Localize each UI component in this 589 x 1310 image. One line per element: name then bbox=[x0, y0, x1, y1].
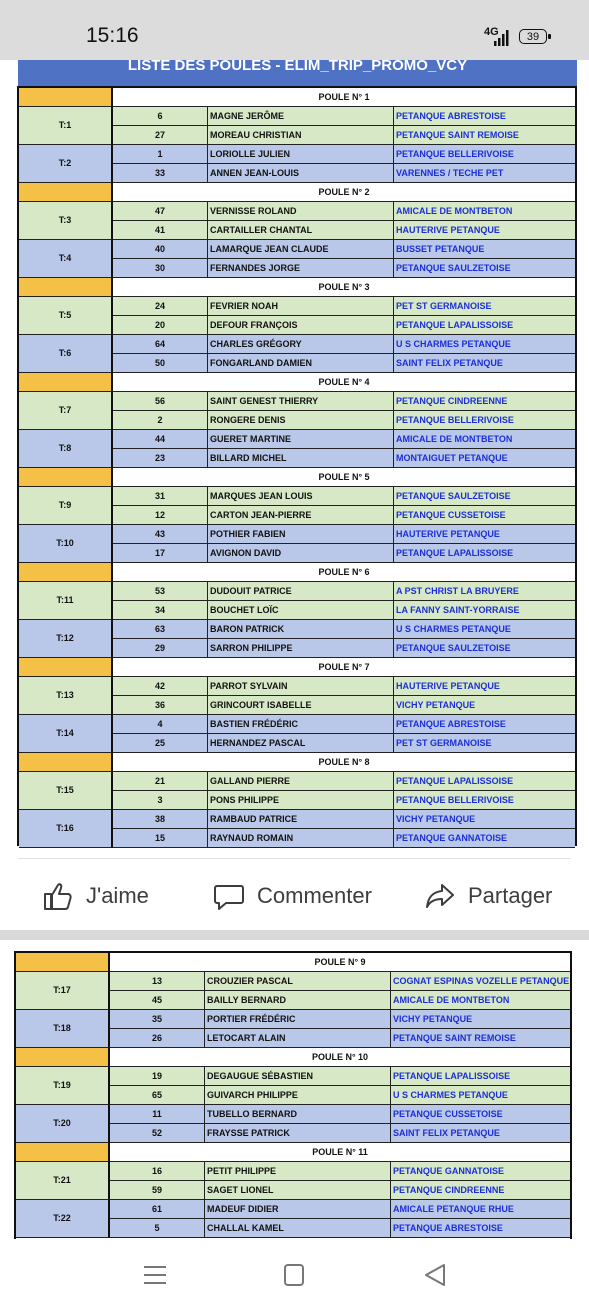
player-row bbox=[113, 715, 575, 734]
post-divider bbox=[18, 858, 571, 859]
player-name: HERNANDEZ PASCAL bbox=[208, 734, 394, 753]
player-row bbox=[110, 991, 570, 1010]
player-row bbox=[113, 430, 575, 449]
player-club: U S CHARMES PETANQUE bbox=[394, 620, 575, 639]
player-row bbox=[110, 1086, 570, 1105]
player-club: U S CHARMES PETANQUE bbox=[391, 1086, 570, 1105]
player-club: AMICALE DE MONTBETON bbox=[394, 202, 575, 221]
player-row bbox=[113, 354, 575, 373]
player-number: 1 bbox=[113, 145, 208, 164]
signal-icon bbox=[494, 30, 510, 46]
player-number: 31 bbox=[113, 487, 208, 506]
poule-title: POULE N° 4 bbox=[113, 373, 575, 392]
player-name: LORIOLLE JULIEN bbox=[208, 145, 394, 164]
player-club: LA FANNY SAINT-YORRAISE bbox=[394, 601, 575, 620]
player-number: 41 bbox=[113, 221, 208, 240]
poule-title: POULE N° 3 bbox=[113, 278, 575, 297]
player-name: MAGNE JERÔME bbox=[208, 107, 394, 126]
player-row bbox=[110, 1219, 570, 1238]
player-row bbox=[113, 620, 575, 639]
player-name: DEFOUR FRANÇOIS bbox=[208, 316, 394, 335]
player-name: MADEUF DIDIER bbox=[205, 1200, 391, 1219]
player-row bbox=[113, 829, 575, 848]
player-number: 24 bbox=[113, 297, 208, 316]
player-row bbox=[113, 544, 575, 563]
player-name: CARTAILLER CHANTAL bbox=[208, 221, 394, 240]
player-club: PET ST GERMANOISE bbox=[394, 734, 575, 753]
player-name: LAMARQUE JEAN CLAUDE bbox=[208, 240, 394, 259]
player-name: GRINCOURT ISABELLE bbox=[208, 696, 394, 715]
player-name: SAINT GENEST THIERRY bbox=[208, 392, 394, 411]
player-row bbox=[113, 506, 575, 525]
player-number: 42 bbox=[113, 677, 208, 696]
team-label: T:1 bbox=[19, 107, 113, 145]
team-label: T:14 bbox=[19, 715, 113, 753]
player-number: 17 bbox=[113, 544, 208, 563]
player-number: 53 bbox=[113, 582, 208, 601]
player-row bbox=[113, 411, 575, 430]
player-club: HAUTERIVE PETANQUE bbox=[394, 677, 575, 696]
poule-title: POULE N° 5 bbox=[113, 468, 575, 487]
player-number: 21 bbox=[113, 772, 208, 791]
battery-level: 39 bbox=[526, 31, 540, 43]
battery-icon bbox=[519, 29, 547, 44]
team-label: T:10 bbox=[19, 525, 113, 563]
team-label: T:20 bbox=[16, 1105, 110, 1143]
player-row bbox=[113, 734, 575, 753]
team-label: T:22 bbox=[16, 1200, 110, 1238]
team-label: T:3 bbox=[19, 202, 113, 240]
player-name: BOUCHET LOÏC bbox=[208, 601, 394, 620]
poule-title: POULE N° 1 bbox=[113, 88, 575, 107]
comment-icon bbox=[213, 880, 245, 912]
player-club: PETANQUE CINDREENNE bbox=[391, 1181, 570, 1200]
player-name: POTHIER FABIEN bbox=[208, 525, 394, 544]
player-name: MARQUES JEAN LOUIS bbox=[208, 487, 394, 506]
player-name: GALLAND PIERRE bbox=[208, 772, 394, 791]
player-number: 59 bbox=[110, 1181, 205, 1200]
player-row bbox=[110, 1105, 570, 1124]
poule-color-cell bbox=[19, 563, 113, 582]
player-row bbox=[113, 126, 575, 145]
player-number: 19 bbox=[110, 1067, 205, 1086]
player-club: PETANQUE LAPALISSOISE bbox=[394, 316, 575, 335]
comment-label: Commenter bbox=[257, 883, 372, 908]
team-label: T:7 bbox=[19, 392, 113, 430]
team-label: T:8 bbox=[19, 430, 113, 468]
player-number: 40 bbox=[113, 240, 208, 259]
player-name: VERNISSE ROLAND bbox=[208, 202, 394, 221]
player-number: 16 bbox=[110, 1162, 205, 1181]
poule-title: POULE N° 8 bbox=[113, 753, 575, 772]
poule-color-cell bbox=[19, 658, 113, 677]
player-row bbox=[113, 107, 575, 126]
player-name: CROUZIER PASCAL bbox=[205, 972, 391, 991]
team-label: T:2 bbox=[19, 145, 113, 183]
player-row bbox=[113, 240, 575, 259]
player-row bbox=[110, 972, 570, 991]
system-nav-bar bbox=[0, 1240, 589, 1310]
player-name: RAYNAUD ROMAIN bbox=[208, 829, 394, 848]
team-label: T:11 bbox=[19, 582, 113, 620]
menu-icon[interactable] bbox=[138, 1260, 172, 1290]
player-number: 25 bbox=[113, 734, 208, 753]
player-club: AMICALE DE MONTBETON bbox=[391, 991, 570, 1010]
status-bar bbox=[0, 0, 589, 60]
share-label: Partager bbox=[468, 883, 553, 908]
player-row bbox=[113, 601, 575, 620]
player-club: PETANQUE CUSSETOISE bbox=[391, 1105, 570, 1124]
player-club: PETANQUE ABRESTOISE bbox=[391, 1219, 570, 1238]
player-number: 3 bbox=[113, 791, 208, 810]
poule-color-cell bbox=[19, 468, 113, 487]
player-number: 4 bbox=[113, 715, 208, 734]
player-club: BUSSET PETANQUE bbox=[394, 240, 575, 259]
player-club: PETANQUE GANNATOISE bbox=[394, 829, 575, 848]
player-row bbox=[113, 259, 575, 278]
player-name: GUERET MARTINE bbox=[208, 430, 394, 449]
player-club: U S CHARMES PETANQUE bbox=[394, 335, 575, 354]
team-label: T:5 bbox=[19, 297, 113, 335]
player-name: CHALLAL KAMEL bbox=[205, 1219, 391, 1238]
player-number: 33 bbox=[113, 164, 208, 183]
player-number: 52 bbox=[110, 1124, 205, 1143]
poule-color-cell bbox=[16, 1143, 110, 1162]
player-club: COGNAT ESPINAS VOZELLE PETANQUE bbox=[391, 972, 570, 991]
player-name: RAMBAUD PATRICE bbox=[208, 810, 394, 829]
player-name: FEVRIER NOAH bbox=[208, 297, 394, 316]
player-name: RONGERE DENIS bbox=[208, 411, 394, 430]
team-label: T:4 bbox=[19, 240, 113, 278]
player-club: PETANQUE CINDREENNE bbox=[394, 392, 575, 411]
player-number: 13 bbox=[110, 972, 205, 991]
player-club: PETANQUE ABRESTOISE bbox=[394, 715, 575, 734]
player-row bbox=[113, 449, 575, 468]
poules-table-top bbox=[17, 86, 577, 846]
player-number: 29 bbox=[113, 639, 208, 658]
poule-title: POULE N° 11 bbox=[110, 1143, 570, 1162]
player-name: DEGAUGUE SÉBASTIEN bbox=[205, 1067, 391, 1086]
player-row bbox=[113, 582, 575, 601]
player-club: PETANQUE LAPALISSOISE bbox=[394, 544, 575, 563]
player-club: VICHY PETANQUE bbox=[391, 1010, 570, 1029]
thumbs-up-icon bbox=[42, 880, 74, 912]
player-name: SAGET LIONEL bbox=[205, 1181, 391, 1200]
player-club: HAUTERIVE PETANQUE bbox=[394, 525, 575, 544]
poule-color-cell bbox=[19, 373, 113, 392]
player-number: 36 bbox=[113, 696, 208, 715]
player-number: 35 bbox=[110, 1010, 205, 1029]
player-row bbox=[110, 1162, 570, 1181]
player-number: 43 bbox=[113, 525, 208, 544]
share-button[interactable] bbox=[424, 876, 552, 916]
player-club: MONTAIGUET PETANQUE bbox=[394, 449, 575, 468]
player-number: 44 bbox=[113, 430, 208, 449]
poule-color-cell bbox=[19, 183, 113, 202]
player-number: 63 bbox=[113, 620, 208, 639]
player-name: ANNEN JEAN-LOUIS bbox=[208, 164, 394, 183]
player-club: PET ST GERMANOISE bbox=[394, 297, 575, 316]
player-row bbox=[113, 696, 575, 715]
player-club: SAINT FELIX PETANQUE bbox=[394, 354, 575, 373]
player-name: FRAYSSE PATRICK bbox=[205, 1124, 391, 1143]
player-row bbox=[113, 772, 575, 791]
poule-title: POULE N° 10 bbox=[110, 1048, 570, 1067]
player-number: 64 bbox=[113, 335, 208, 354]
player-number: 12 bbox=[113, 506, 208, 525]
network-label: 4G bbox=[484, 26, 499, 38]
player-name: FONGARLAND DAMIEN bbox=[208, 354, 394, 373]
player-club: AMICALE DE MONTBETON bbox=[394, 430, 575, 449]
player-number: 5 bbox=[110, 1219, 205, 1238]
player-number: 34 bbox=[113, 601, 208, 620]
player-name: MOREAU CHRISTIAN bbox=[208, 126, 394, 145]
player-number: 47 bbox=[113, 202, 208, 221]
poule-title: POULE N° 6 bbox=[113, 563, 575, 582]
poule-color-cell bbox=[19, 278, 113, 297]
player-row bbox=[113, 810, 575, 829]
player-row bbox=[113, 316, 575, 335]
player-row bbox=[113, 487, 575, 506]
player-club: AMICALE PETANQUE RHUE bbox=[391, 1200, 570, 1219]
poule-color-cell bbox=[19, 88, 113, 107]
like-button[interactable] bbox=[42, 876, 149, 916]
team-label: T:16 bbox=[19, 810, 113, 848]
post-separator bbox=[0, 930, 589, 940]
player-row bbox=[110, 1200, 570, 1219]
player-name: SARRON PHILIPPE bbox=[208, 639, 394, 658]
player-name: TUBELLO BERNARD bbox=[205, 1105, 391, 1124]
player-name: AVIGNON DAVID bbox=[208, 544, 394, 563]
like-label: J'aime bbox=[86, 883, 149, 908]
player-club: PETANQUE SAINT REMOISE bbox=[391, 1029, 570, 1048]
player-number: 27 bbox=[113, 126, 208, 145]
player-club: PETANQUE ABRESTOISE bbox=[394, 107, 575, 126]
team-label: T:21 bbox=[16, 1162, 110, 1200]
team-label: T:12 bbox=[19, 620, 113, 658]
share-icon bbox=[424, 880, 456, 912]
player-row bbox=[113, 639, 575, 658]
player-number: 38 bbox=[113, 810, 208, 829]
player-number: 50 bbox=[113, 354, 208, 373]
player-number: 23 bbox=[113, 449, 208, 468]
player-row bbox=[110, 1124, 570, 1143]
player-club: PETANQUE LAPALISSOISE bbox=[391, 1067, 570, 1086]
player-club: VARENNES / TECHE PET bbox=[394, 164, 575, 183]
player-club: PETANQUE BELLERIVOISE bbox=[394, 791, 575, 810]
player-number: 11 bbox=[110, 1105, 205, 1124]
team-label: T:13 bbox=[19, 677, 113, 715]
player-club: PETANQUE SAULZETOISE bbox=[394, 487, 575, 506]
player-name: BARON PATRICK bbox=[208, 620, 394, 639]
player-number: 30 bbox=[113, 259, 208, 278]
player-name: CHARLES GRÉGORY bbox=[208, 335, 394, 354]
player-club: VICHY PETANQUE bbox=[394, 696, 575, 715]
player-name: LETOCART ALAIN bbox=[205, 1029, 391, 1048]
team-label: T:17 bbox=[16, 972, 110, 1010]
banner-title: LISTE DES POULES - ELIM_TRIP_PROMO_VCY bbox=[127, 60, 468, 74]
team-label: T:6 bbox=[19, 335, 113, 373]
player-number: 20 bbox=[113, 316, 208, 335]
player-club: VICHY PETANQUE bbox=[394, 810, 575, 829]
player-club: PETANQUE BELLERIVOISE bbox=[394, 145, 575, 164]
player-name: BAILLY BERNARD bbox=[205, 991, 391, 1010]
player-row bbox=[113, 145, 575, 164]
team-label: T:18 bbox=[16, 1010, 110, 1048]
player-number: 45 bbox=[110, 991, 205, 1010]
player-row bbox=[110, 1181, 570, 1200]
player-row bbox=[110, 1010, 570, 1029]
player-name: DUDOUIT PATRICE bbox=[208, 582, 394, 601]
player-row bbox=[113, 297, 575, 316]
sheet-banner bbox=[18, 60, 577, 86]
player-number: 15 bbox=[113, 829, 208, 848]
player-club: PETANQUE SAULZETOISE bbox=[394, 259, 575, 278]
player-number: 2 bbox=[113, 411, 208, 430]
player-row bbox=[113, 525, 575, 544]
poule-color-cell bbox=[19, 753, 113, 772]
player-club: PETANQUE SAULZETOISE bbox=[394, 639, 575, 658]
player-club: A PST CHRIST LA BRUYERE bbox=[394, 582, 575, 601]
player-club: PETANQUE CUSSETOISE bbox=[394, 506, 575, 525]
player-row bbox=[113, 221, 575, 240]
player-row bbox=[113, 202, 575, 221]
player-number: 56 bbox=[113, 392, 208, 411]
player-row bbox=[113, 164, 575, 183]
poule-title: POULE N° 2 bbox=[113, 183, 575, 202]
player-club: HAUTERIVE PETANQUE bbox=[394, 221, 575, 240]
player-club: PETANQUE LAPALISSOISE bbox=[394, 772, 575, 791]
player-row bbox=[113, 791, 575, 810]
player-number: 61 bbox=[110, 1200, 205, 1219]
player-name: GUIVARCH PHILIPPE bbox=[205, 1086, 391, 1105]
poule-title: POULE N° 9 bbox=[110, 953, 570, 972]
player-name: BASTIEN FRÉDÉRIC bbox=[208, 715, 394, 734]
player-club: PETANQUE SAINT REMOISE bbox=[394, 126, 575, 145]
player-name: PORTIER FRÉDÉRIC bbox=[205, 1010, 391, 1029]
player-row bbox=[113, 392, 575, 411]
player-number: 6 bbox=[113, 107, 208, 126]
team-label: T:15 bbox=[19, 772, 113, 810]
player-name: BILLARD MICHEL bbox=[208, 449, 394, 468]
player-name: CARTON JEAN-PIERRE bbox=[208, 506, 394, 525]
player-club: PETANQUE BELLERIVOISE bbox=[394, 411, 575, 430]
home-icon[interactable] bbox=[277, 1260, 311, 1290]
player-row bbox=[113, 335, 575, 354]
poule-color-cell bbox=[16, 1048, 110, 1067]
player-row bbox=[110, 1029, 570, 1048]
team-label: T:19 bbox=[16, 1067, 110, 1105]
player-name: FERNANDES JORGE bbox=[208, 259, 394, 278]
status-time: 15:16 bbox=[86, 24, 139, 47]
player-club: PETANQUE GANNATOISE bbox=[391, 1162, 570, 1181]
poule-color-cell bbox=[16, 953, 110, 972]
team-label: T:9 bbox=[19, 487, 113, 525]
poule-title: POULE N° 7 bbox=[113, 658, 575, 677]
player-row bbox=[113, 677, 575, 696]
player-name: PARROT SYLVAIN bbox=[208, 677, 394, 696]
player-number: 26 bbox=[110, 1029, 205, 1048]
poules-table-bottom bbox=[14, 951, 572, 1239]
player-club: SAINT FELIX PETANQUE bbox=[391, 1124, 570, 1143]
player-row bbox=[110, 1067, 570, 1086]
player-name: PETIT PHILIPPE bbox=[205, 1162, 391, 1181]
back-icon[interactable] bbox=[418, 1260, 452, 1290]
player-number: 65 bbox=[110, 1086, 205, 1105]
comment-button[interactable] bbox=[213, 876, 372, 916]
player-name: PONS PHILIPPE bbox=[208, 791, 394, 810]
